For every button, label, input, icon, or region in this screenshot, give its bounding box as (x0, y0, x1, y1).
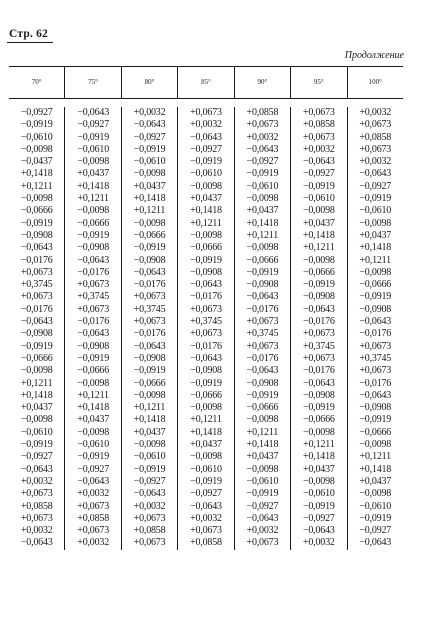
table-cell: −0,0610 (190, 463, 222, 475)
table-cell: +0,1418 (20, 168, 53, 180)
table-cell: −0,0927 (246, 500, 279, 512)
table-body (9, 99, 403, 550)
table-cell: −0,0927 (133, 475, 166, 487)
table-cell: −0,0666 (20, 205, 53, 217)
table-cell: +0,0437 (133, 426, 166, 438)
table-cell: −0,0610 (302, 488, 335, 500)
table-cell: −0,0098 (302, 205, 335, 217)
table-cell: −0,0610 (302, 193, 335, 205)
table-cell: −0,0908 (77, 340, 109, 352)
column-header: 80° (121, 67, 177, 98)
table-cell: −0,0666 (77, 217, 109, 229)
table-cell: +0,0437 (190, 193, 222, 205)
table-cell: −0,0176 (20, 254, 53, 266)
table-cell: −0,0610 (20, 131, 53, 143)
table-cell: −0,0643 (77, 107, 109, 118)
table-cell: −0,0098 (302, 426, 335, 438)
table-cell: +0,1211 (133, 402, 166, 414)
table-cell: −0,0643 (77, 475, 109, 487)
table-cell: −0,0927 (190, 143, 222, 155)
table-cell: −0,0098 (20, 193, 53, 205)
table-cell: −0,0666 (133, 229, 166, 241)
table-cell: +0,0032 (20, 525, 53, 537)
table-cell: +0,1418 (302, 229, 335, 241)
table-cell: +0,0032 (190, 512, 222, 524)
table-cell: −0,0927 (190, 488, 222, 500)
table-cell: −0,0098 (190, 451, 222, 463)
table-column (121, 107, 177, 550)
table-column (290, 107, 346, 550)
table-cell: −0,0437 (20, 156, 53, 168)
table-cell: −0,0919 (359, 512, 392, 524)
table-cell: +0,0437 (133, 180, 166, 192)
table-cell: +0,0673 (246, 340, 279, 352)
table-cell: +0,0437 (246, 451, 279, 463)
table-cell: −0,0176 (77, 266, 109, 278)
table-cell: −0,0919 (246, 168, 279, 180)
table-cell: −0,0666 (190, 389, 222, 401)
table-cell: −0,0927 (77, 463, 109, 475)
table-cell: +0,0673 (190, 525, 222, 537)
table-cell: −0,0643 (133, 488, 166, 500)
table-cell: −0,0919 (302, 500, 335, 512)
table-cell: +0,0673 (133, 537, 166, 549)
table-cell: −0,0908 (133, 254, 166, 266)
table-cell: +0,1418 (359, 463, 392, 475)
table-cell: −0,0643 (190, 500, 222, 512)
table-cell: −0,0927 (77, 119, 109, 131)
table-cell: −0,0919 (133, 242, 166, 254)
table-cell: −0,0098 (246, 463, 279, 475)
table-cell: −0,0919 (20, 340, 53, 352)
table-cell: −0,0927 (20, 451, 53, 463)
table-cell: −0,0098 (359, 439, 392, 451)
table-cell: +0,0673 (302, 107, 335, 118)
table-cell: +0,1211 (359, 451, 391, 463)
table-cell: −0,0643 (246, 512, 279, 524)
table-cell: −0,0919 (77, 131, 109, 143)
table-cell: +0,1418 (359, 242, 392, 254)
table-cell: −0,0643 (302, 377, 335, 389)
table-cell: −0,0919 (302, 402, 335, 414)
table-cell: +0,0673 (20, 266, 53, 278)
table-cell: −0,0098 (359, 488, 392, 500)
header-row (9, 67, 403, 98)
table-cell: −0,0098 (133, 439, 166, 451)
table-cell: −0,0666 (20, 352, 53, 364)
table-cell: −0,0908 (190, 365, 222, 377)
table-cell: +0,1211 (359, 254, 391, 266)
table-column (64, 107, 120, 550)
table-cell: −0,0176 (133, 279, 166, 291)
table-cell: +0,0437 (302, 463, 335, 475)
table-cell: −0,0643 (302, 525, 335, 537)
table-cell: −0,0176 (20, 303, 53, 315)
table-cell: +0,0673 (20, 488, 53, 500)
table-cell: −0,0643 (246, 291, 279, 303)
table-cell: +0,1211 (190, 217, 222, 229)
table-cell: −0,0098 (133, 389, 166, 401)
table-cell: +0,1211 (21, 377, 53, 389)
table-cell: +0,1211 (303, 242, 335, 254)
table-cell: −0,0643 (20, 463, 53, 475)
table-cell: +0,0437 (77, 168, 109, 180)
table-cell: +0,0032 (302, 537, 335, 549)
table-cell: +0,0437 (359, 475, 392, 487)
table-cell: −0,0610 (359, 205, 392, 217)
table-cell: +0,0673 (133, 291, 166, 303)
table-cell: −0,0919 (359, 291, 392, 303)
table-cell: −0,0643 (133, 340, 166, 352)
table-cell: +0,0673 (246, 119, 279, 131)
table-cell: −0,0666 (246, 254, 279, 266)
table-cell: −0,0919 (359, 414, 392, 426)
table-cell: −0,0610 (77, 143, 109, 155)
table-cell: −0,0176 (302, 316, 335, 328)
table-cell: −0,0176 (359, 377, 392, 389)
table-cell: +0,0032 (77, 537, 109, 549)
table-cell: −0,0927 (246, 156, 279, 168)
table-cell: −0,0919 (77, 352, 109, 364)
table-cell: +0,0673 (190, 303, 222, 315)
table-cell: −0,0643 (20, 537, 53, 549)
table-cell: +0,1211 (190, 414, 222, 426)
table-cell: +0,0673 (77, 303, 109, 315)
table-cell: −0,0919 (246, 389, 279, 401)
table-column (347, 107, 403, 550)
table-cell: −0,0919 (133, 463, 166, 475)
table-cell: −0,0643 (246, 365, 279, 377)
table-cell: +0,0437 (190, 439, 222, 451)
table-cell: −0,0643 (133, 266, 166, 278)
column-header: 90° (234, 67, 290, 98)
table-cell: +0,0673 (133, 316, 166, 328)
table-cell: −0,0610 (133, 451, 166, 463)
table-cell: +0,0858 (246, 107, 279, 118)
table-cell: −0,0098 (77, 377, 109, 389)
table-cell: −0,0098 (359, 217, 392, 229)
table-cell: −0,0643 (359, 537, 392, 549)
column-header: 95° (290, 67, 346, 98)
table-cell: +0,1418 (20, 389, 53, 401)
column-header: 100° (347, 67, 403, 98)
table-cell: −0,0643 (77, 254, 109, 266)
table-cell: +0,0673 (77, 279, 109, 291)
table-cell: −0,0919 (77, 451, 109, 463)
table-cell: +0,1418 (133, 414, 166, 426)
table-cell: +0,0032 (190, 119, 222, 131)
table-cell: −0,0098 (20, 365, 53, 377)
table-cell: −0,0666 (133, 377, 166, 389)
table-cell: +0,0032 (133, 500, 166, 512)
table-cell: −0,0919 (302, 180, 335, 192)
table-cell: −0,0610 (133, 156, 166, 168)
table-column (9, 107, 64, 550)
table-cell: +0,0032 (359, 156, 392, 168)
table-cell: +0,0032 (246, 131, 279, 143)
table-cell: +0,0673 (133, 512, 166, 524)
table-cell: +0,0032 (359, 107, 392, 118)
table-cell: +0,0858 (359, 131, 392, 143)
table-cell: +0,0032 (302, 143, 335, 155)
table-column (177, 107, 233, 550)
table-cell: −0,0098 (133, 168, 166, 180)
table-cell: −0,0908 (246, 377, 279, 389)
table-cell: −0,0098 (246, 193, 279, 205)
table-cell: +0,0673 (359, 340, 392, 352)
table-cell: −0,0098 (302, 254, 335, 266)
table-cell: −0,0927 (359, 525, 392, 537)
table-cell: −0,0666 (77, 365, 109, 377)
table-cell: −0,0176 (133, 328, 166, 340)
table-cell: −0,0610 (190, 168, 222, 180)
table-cell: +0,0032 (246, 525, 279, 537)
table-cell: −0,0098 (133, 217, 166, 229)
table-cell: −0,0643 (133, 119, 166, 131)
table-cell: −0,0908 (190, 266, 222, 278)
table-cell: +0,0673 (302, 328, 335, 340)
table-cell: −0,0919 (133, 365, 166, 377)
table-cell: −0,0643 (246, 143, 279, 155)
table-cell: +0,0673 (359, 365, 392, 377)
table-cell: −0,0643 (190, 131, 222, 143)
table-cell: +0,0858 (20, 500, 53, 512)
table-cell: +0,0673 (359, 143, 392, 155)
table-cell: −0,0919 (190, 254, 222, 266)
table-cell: +0,0673 (77, 500, 109, 512)
table-cell: −0,0098 (77, 156, 109, 168)
table-cell: −0,0176 (302, 365, 335, 377)
table-cell: −0,0176 (190, 340, 222, 352)
table-cell: +0,3745 (246, 328, 279, 340)
table-cell: +0,1418 (77, 180, 109, 192)
table-cell: −0,0908 (302, 291, 335, 303)
table-cell: −0,0919 (20, 439, 53, 451)
table-cell: −0,0098 (20, 143, 53, 155)
table-cell: +0,3745 (359, 352, 392, 364)
table-cell: −0,0610 (246, 475, 279, 487)
table-cell: −0,0643 (190, 352, 222, 364)
table-cell: +0,1418 (133, 193, 166, 205)
table-cell: +0,0858 (302, 119, 335, 131)
table-cell: +0,0673 (20, 291, 53, 303)
table-cell: −0,0643 (302, 303, 335, 315)
table-cell: −0,0666 (302, 266, 335, 278)
table-cell: −0,0919 (190, 475, 222, 487)
table-cell: −0,0666 (190, 242, 222, 254)
table-cell: −0,0610 (359, 500, 392, 512)
table-cell: −0,0666 (302, 414, 335, 426)
table-cell: +0,1418 (246, 439, 279, 451)
table-cell: −0,0919 (20, 119, 53, 131)
table-cell: −0,0643 (77, 328, 109, 340)
table-cell: −0,0176 (190, 291, 222, 303)
table-cell: −0,0098 (190, 229, 222, 241)
table-cell: −0,0610 (246, 180, 279, 192)
table-cell: +0,1418 (302, 451, 335, 463)
table-cell: +0,1418 (190, 205, 222, 217)
table-cell: +0,0673 (190, 107, 222, 118)
table-cell: −0,0908 (359, 303, 392, 315)
table-cell: −0,0908 (133, 352, 166, 364)
table-cell: −0,0919 (190, 156, 222, 168)
table-cell: −0,0098 (190, 402, 222, 414)
table-cell: −0,0919 (246, 488, 279, 500)
table-cell: +0,1211 (246, 229, 279, 241)
table-cell: −0,0908 (359, 402, 392, 414)
table-cell: −0,0908 (302, 389, 335, 401)
table-cell: −0,0098 (190, 180, 222, 192)
table-cell: −0,0098 (77, 426, 109, 438)
table-cell: +0,1418 (190, 426, 222, 438)
table-cell: +0,0673 (302, 352, 335, 364)
table-cell: +0,1211 (77, 389, 109, 401)
table-cell: −0,0643 (20, 316, 53, 328)
column-header: 85° (177, 67, 233, 98)
table-cell: −0,0919 (359, 193, 392, 205)
table-cell: +0,3745 (20, 279, 53, 291)
table-cell: +0,0673 (359, 119, 392, 131)
table-cell: +0,3745 (77, 291, 109, 303)
table-cell: −0,0919 (302, 279, 335, 291)
table-cell: +0,0437 (359, 229, 392, 241)
table-cell: +0,0673 (20, 512, 53, 524)
table-cell: −0,0927 (302, 168, 335, 180)
table-cell: +0,0673 (246, 537, 279, 549)
table-cell: +0,0437 (246, 205, 279, 217)
table-cell: −0,0919 (133, 143, 166, 155)
table-cell: +0,1211 (21, 180, 53, 192)
table-cell: −0,0908 (20, 328, 53, 340)
table-cell: +0,0437 (20, 402, 53, 414)
table-cell: +0,0032 (20, 475, 53, 487)
continuation-label: Продолжение (344, 50, 404, 61)
table-cell: −0,0610 (77, 439, 109, 451)
table-cell: −0,0908 (77, 242, 109, 254)
table-cell: −0,0927 (302, 512, 335, 524)
data-table (9, 66, 403, 550)
table-cell: −0,0098 (77, 205, 109, 217)
table-cell: −0,0666 (246, 402, 279, 414)
page-number: Стр. 62 (9, 28, 48, 40)
table-cell: +0,0858 (190, 537, 222, 549)
page-number-underline (7, 42, 53, 43)
table-cell: +0,0032 (133, 107, 166, 118)
table-cell: −0,0643 (359, 168, 392, 180)
table-cell: −0,0643 (359, 389, 392, 401)
table-cell: −0,0666 (359, 279, 392, 291)
table-cell: −0,0908 (20, 229, 53, 241)
table-cell: −0,0919 (20, 217, 53, 229)
table-cell: −0,0098 (246, 414, 279, 426)
table-cell: +0,0032 (77, 488, 109, 500)
table-cell: −0,0908 (246, 279, 279, 291)
table-cell: −0,0176 (77, 316, 109, 328)
table-cell: −0,0919 (246, 266, 279, 278)
table-cell: −0,0927 (20, 107, 53, 118)
table-cell: −0,0666 (359, 426, 392, 438)
table-cell: +0,0858 (133, 525, 166, 537)
table-cell: −0,0927 (133, 131, 166, 143)
table-cell: +0,1418 (246, 217, 279, 229)
table-cell: −0,0176 (359, 328, 392, 340)
table-cell: −0,0098 (246, 242, 279, 254)
table-column (234, 107, 290, 550)
table-cell: −0,0927 (359, 180, 392, 192)
table-cell: −0,0919 (77, 229, 109, 241)
table-cell: +0,0673 (190, 328, 222, 340)
column-header: 70° (31, 78, 42, 86)
table-cell: +0,1211 (77, 193, 109, 205)
table-cell: −0,0176 (246, 352, 279, 364)
table-cell: +0,0437 (77, 414, 109, 426)
table-cell: +0,0673 (246, 316, 279, 328)
table-cell: −0,0643 (302, 156, 335, 168)
table-cell: −0,0919 (190, 377, 222, 389)
table-cell: −0,0643 (190, 279, 222, 291)
column-header: 75° (64, 67, 120, 98)
table-cell: +0,0858 (77, 512, 109, 524)
table-cell: +0,1418 (77, 402, 109, 414)
table-cell: −0,0098 (20, 414, 53, 426)
table-cell: +0,0673 (302, 131, 335, 143)
table-cell: −0,0176 (246, 303, 279, 315)
table-cell: −0,0643 (359, 316, 392, 328)
table-cell: +0,1211 (303, 439, 335, 451)
table-cell: +0,0437 (302, 217, 335, 229)
table-cell: +0,3745 (133, 303, 166, 315)
table-cell: −0,0098 (359, 266, 392, 278)
table-cell: +0,0673 (77, 525, 109, 537)
table-cell: +0,3745 (302, 340, 335, 352)
table-cell: −0,0098 (302, 475, 335, 487)
table-cell: +0,3745 (190, 316, 222, 328)
table-cell: −0,0610 (20, 426, 53, 438)
table-cell: +0,1211 (246, 426, 279, 438)
table-cell: +0,1211 (133, 205, 166, 217)
table-cell: −0,0643 (20, 242, 53, 254)
